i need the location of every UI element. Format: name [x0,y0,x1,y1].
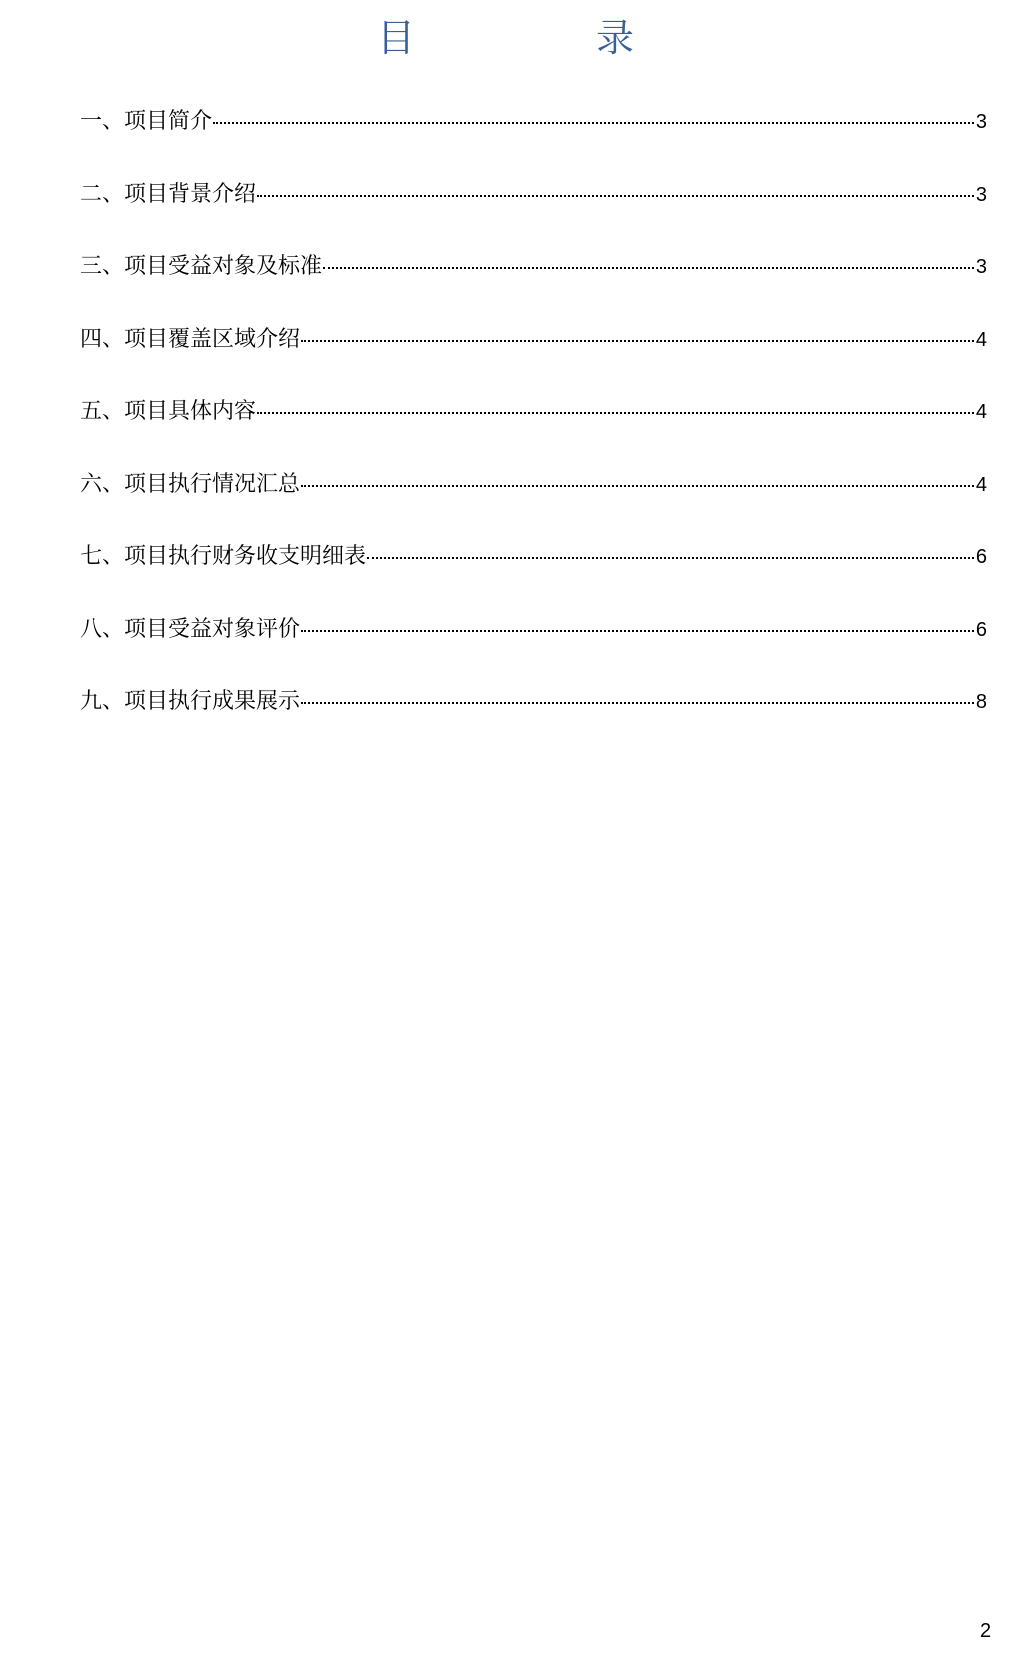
toc-entry-3[interactable] [80,247,987,320]
toc-entry-page: 4 [975,401,987,423]
toc-title-char-1: 目 [377,16,416,60]
toc-dot-leader [301,630,974,632]
toc-entry-4[interactable] [80,320,987,393]
toc-entry-page: 3 [975,256,987,278]
toc-entry-label: 二、项目背景介绍 [80,181,257,207]
toc-entry-label: 五、项目具体内容 [80,399,257,424]
toc-entry-label: 七、项目执行财务收支明细表 [80,544,367,569]
toc-entry-label: 一、项目简介 [80,109,213,134]
page-number: 2 [980,1620,992,1642]
toc-entry-label: 九、项目执行成果展示 [80,689,301,714]
table-of-contents [80,102,987,755]
toc-entry-6[interactable] [80,465,987,538]
toc-dot-leader [257,412,974,414]
toc-entry-7[interactable] [80,537,987,610]
toc-entry-8[interactable] [80,610,987,683]
toc-dot-leader [323,267,974,269]
toc-dot-leader [213,122,974,124]
toc-entry-9[interactable] [80,682,987,755]
toc-entry-page: 4 [975,473,987,496]
toc-title [0,8,1024,68]
toc-entry-page: 3 [975,111,987,133]
toc-dot-leader [367,557,974,559]
toc-entry-label: 四、项目覆盖区域介绍 [80,326,301,352]
toc-entry-page: 3 [975,183,987,206]
toc-dot-leader [301,485,974,487]
toc-entry-label: 六、项目执行情况汇总 [80,471,301,497]
toc-entry-label: 三、项目受益对象及标准 [80,254,323,279]
toc-dot-leader [301,702,974,704]
toc-entry-label: 八、项目受益对象评价 [80,616,301,642]
toc-entry-page: 4 [975,328,987,351]
toc-dot-leader [301,340,974,342]
toc-entry-1[interactable] [80,102,987,175]
toc-entry-page: 6 [975,546,987,568]
toc-title-char-2: 录 [596,16,635,60]
toc-dot-leader [257,195,974,197]
toc-entry-page: 8 [975,691,987,713]
toc-entry-5[interactable] [80,392,987,465]
toc-entry-2[interactable] [80,175,987,248]
toc-entry-page: 6 [975,618,987,641]
